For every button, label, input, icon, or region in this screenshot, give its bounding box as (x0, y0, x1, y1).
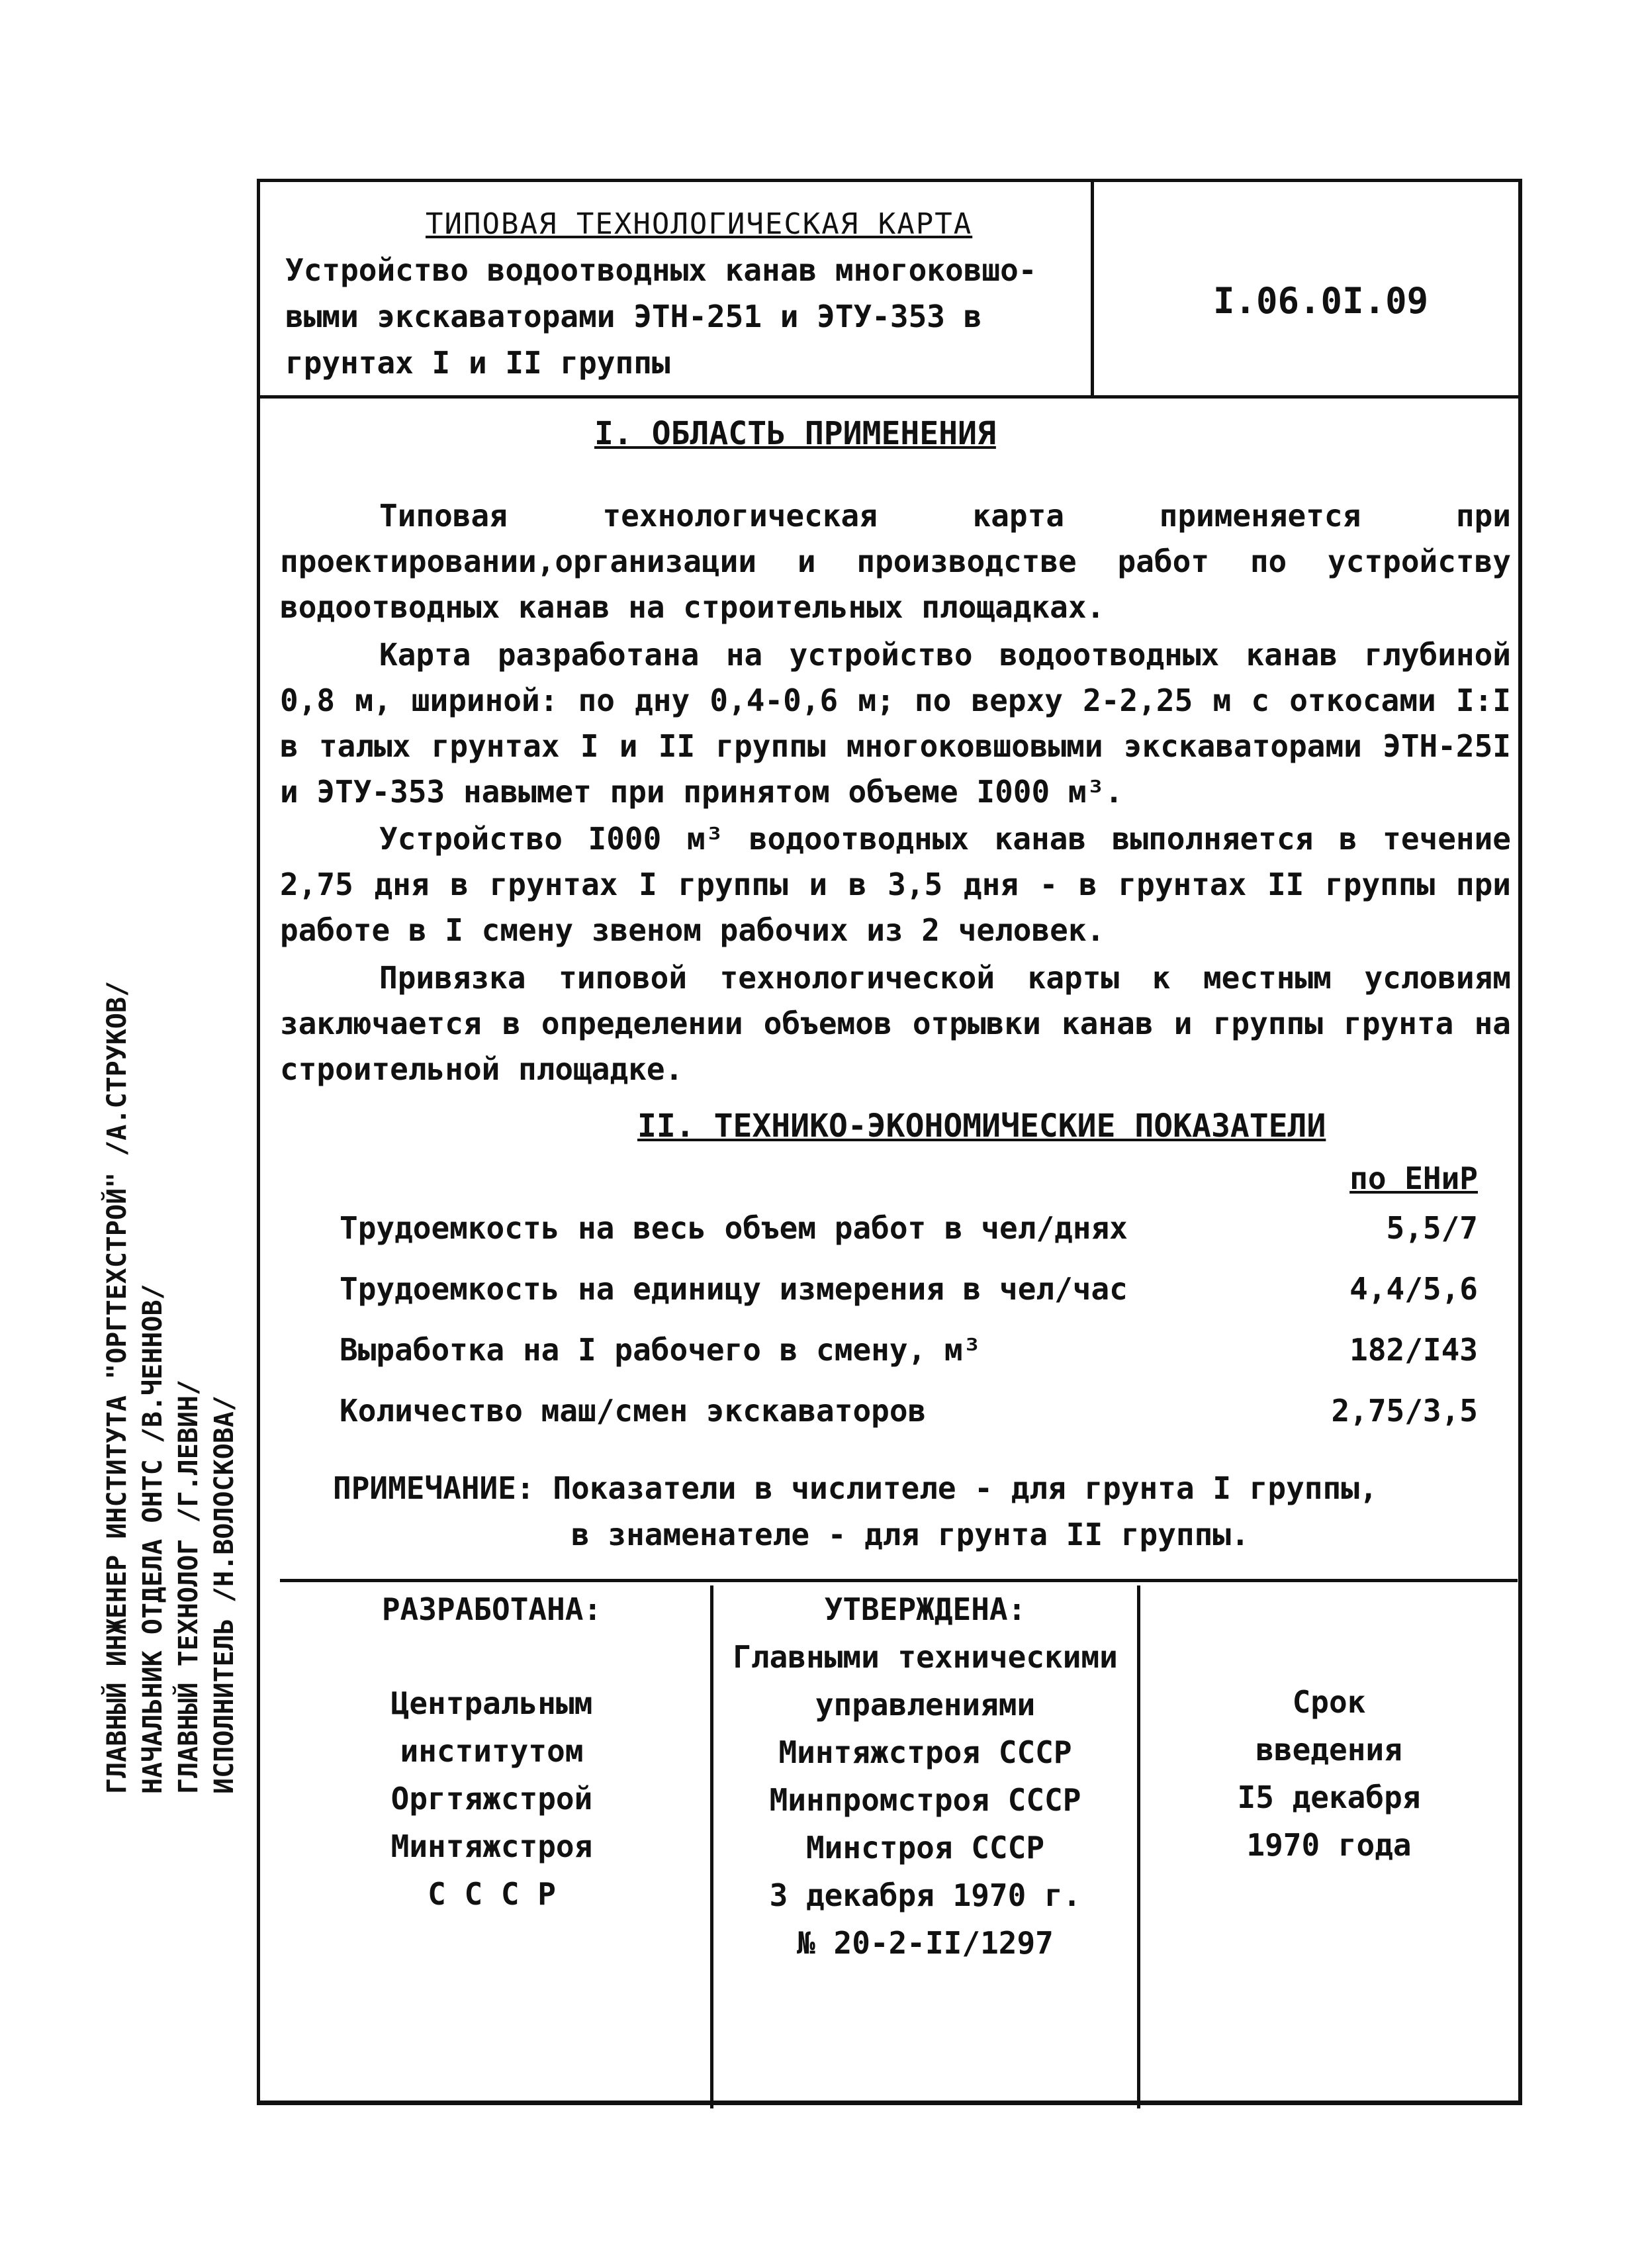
indicator-value: 182/I43 (1349, 1332, 1478, 1368)
section1-paragraph: Привязка типовой технологической карты к местным условиям заключается в определении объемов отрывки канав и группы грунта на строительной площадке. (280, 960, 1511, 1087)
column-divider (710, 1585, 713, 2108)
indicator-name: Трудоемкость на единицу измерения в чел/час (340, 1271, 1128, 1307)
indicator-value: 4,4/5,6 (1349, 1271, 1478, 1307)
document-description (285, 247, 1079, 386)
title-block (260, 182, 1518, 399)
margin-line: ГЛАВНЫЙ ТЕХНОЛОГ /Г.ЛЕВИН/ (173, 1379, 204, 1794)
section1-paragraph: Карта разработана на устройство водоотводных канав глубиной 0,8 м, шириной: по дну 0,4-0,6 м; по верху 2-2,25 м с откосами I:I в талых грунтах I и II группы многоковшовыми экскаваторами ЭТН-25I и ЭТУ-353 навымет при принятом объеме I000 м³. (280, 637, 1511, 810)
indicators-table (340, 1160, 1478, 1465)
approved-line: управлениями (815, 1687, 1036, 1723)
approved-line: Главными техническими (733, 1639, 1118, 1675)
column-divider (1137, 1585, 1140, 2108)
approved-number: № 20-2-II/1297 (797, 1925, 1054, 1961)
developed-line: Оргтяжстрой (390, 1781, 593, 1817)
developed-line: Минтяжстроя (390, 1828, 593, 1864)
document-code: I.06.0I.09 (1213, 280, 1429, 322)
bottom-divider (280, 1579, 1518, 1582)
indicator-value: 2,75/3,5 (1331, 1393, 1478, 1429)
developed-line: С С С Р (428, 1876, 556, 1912)
indicator-name: Выработка на I рабочего в смену, м³ (340, 1332, 981, 1368)
indicator-name: Количество маш/смен экскаваторов (340, 1393, 927, 1429)
approved-line: Минтяжстроя СССР (778, 1734, 1072, 1770)
section1-paragraph: Устройство I000 м³ водоотводных канав выполняется в течение 2,75 дня в грунтах I группы и в 3,5 дня - в грунтах II группы при работе в I смену звеном рабочих из 2 человек. (280, 821, 1511, 948)
effective-line: Срок (1292, 1684, 1366, 1720)
margin-line: ИСПОЛНИТЕЛЬ /Н.ВОЛОСКОВА/ (209, 1395, 240, 1794)
indicator-row (340, 1210, 1478, 1271)
indicator-row (340, 1332, 1478, 1393)
effective-date-block (1144, 1678, 1514, 1869)
indicator-name: Трудоемкость на весь объем работ в чел/днях (340, 1210, 1128, 1246)
margin-line: ГЛАВНЫЙ ИНЖЕНЕР ИНСТИТУТА "ОРГТЕХСТРОЙ" /А.СТРУКОВ/ (102, 980, 132, 1794)
margin-line: НАЧАЛЬНИК ОТДЕЛА ОНТС /В.ЧЕННОВ/ (138, 1284, 168, 1794)
description-line: Устройство водоотводных канав многоковшо- (285, 252, 1037, 288)
section1-paragraph: Типовая технологическая карта применяется при проектировании,организации и производстве работ по устройству водоотводных канав на строительных площадках. (280, 498, 1511, 625)
approved-label: УТВЕРЖДЕНА: (824, 1591, 1026, 1627)
description-line: грунтах I и II группы (285, 345, 670, 381)
approved-line: Минстроя СССР (805, 1830, 1045, 1866)
approved-block (717, 1585, 1134, 1967)
document-frame (257, 179, 1522, 2105)
section2-title: II. ТЕХНИКО-ЭКОНОМИЧЕСКИЕ ПОКАЗАТЕЛИ (637, 1108, 1326, 1145)
indicators-column-header: по ЕНиР (1349, 1160, 1478, 1196)
margin-signatures (99, 391, 278, 1794)
margin-signature-block (99, 391, 278, 1794)
approved-line: 3 декабря 1970 г. (769, 1877, 1081, 1913)
description-line: выми экскаваторами ЭТН-251 и ЭТУ-353 в (285, 299, 982, 334)
indicator-row (340, 1271, 1478, 1332)
approved-line: Минпромстроя СССР (769, 1782, 1081, 1818)
indicator-row (340, 1393, 1478, 1454)
developed-line: институтом (400, 1733, 584, 1769)
indicator-value: 5,5/7 (1386, 1210, 1478, 1246)
note-line: в знаменателе - для грунта II группы. (571, 1517, 1250, 1552)
section1-title: I. ОБЛАСТЬ ПРИМЕНЕНИЯ (594, 415, 996, 452)
developed-label: РАЗРАБОТАНА: (381, 1591, 602, 1627)
effective-line: введения (1255, 1732, 1402, 1768)
effective-line: I5 декабря (1237, 1779, 1421, 1815)
document-title: ТИПОВАЯ ТЕХНОЛОГИЧЕСКАЯ КАРТА (426, 207, 973, 241)
note-line: ПРИМЕЧАНИЕ: Показатели в числителе - для грунта I группы, (333, 1470, 1378, 1506)
effective-line: 1970 года (1246, 1827, 1412, 1863)
developed-line: Центральным (390, 1685, 593, 1721)
title-block-left (260, 182, 1094, 395)
developed-block (280, 1585, 704, 1918)
